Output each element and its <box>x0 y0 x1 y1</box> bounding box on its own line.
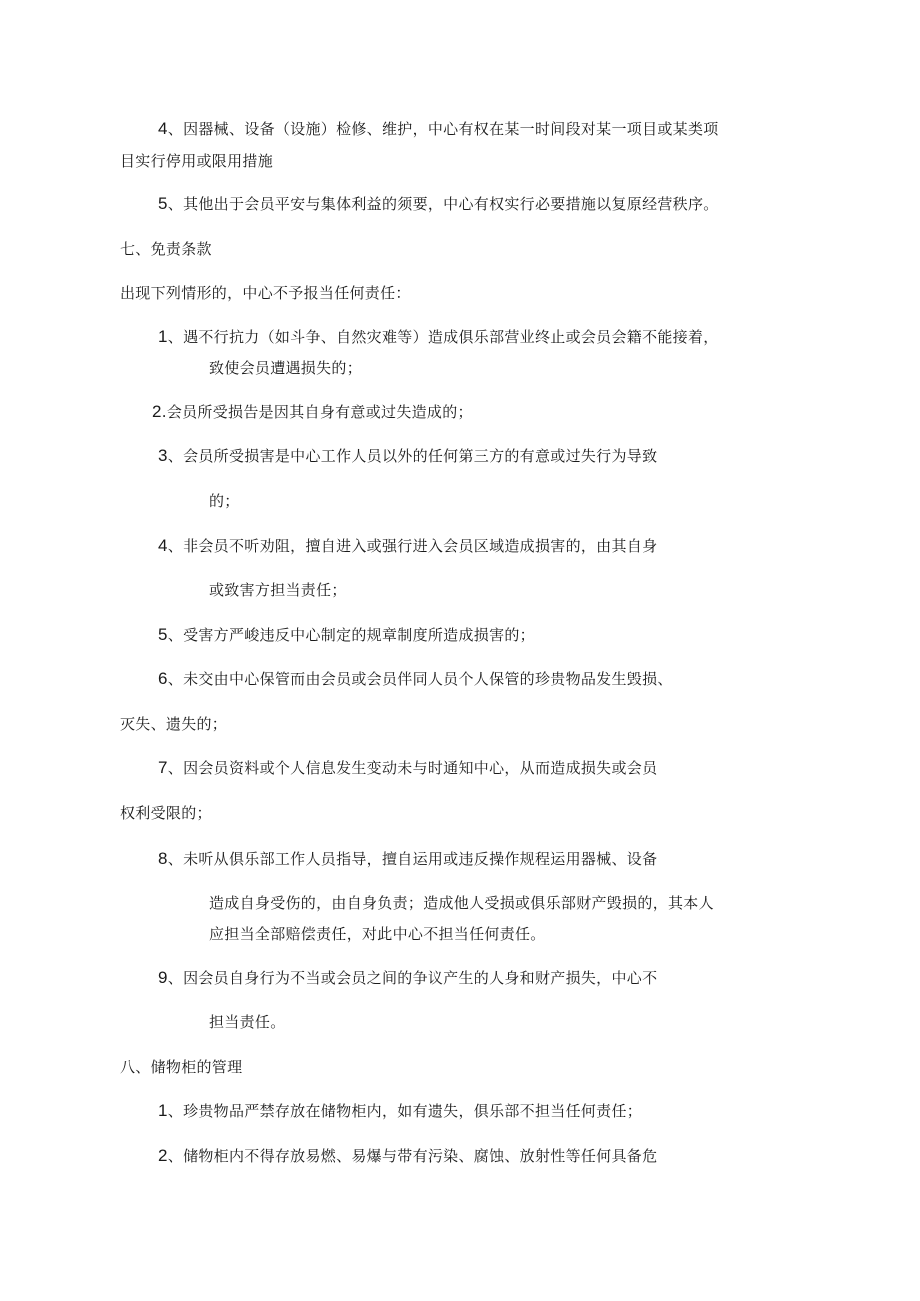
clause-text: 、未交由中心保管而由会员或会员伴同人员个人保管的珍贵物品发生毁损、 <box>167 670 673 688</box>
clause-number: 6 <box>158 669 168 688</box>
clause-text: 、珍贵物品严禁存放在储物柜内，如有遗失，俱乐部不担当任何责任； <box>167 1102 643 1120</box>
clause-number: 1 <box>158 327 168 346</box>
clause-item-4-continuation: 目实行停用或限用措施 <box>120 152 274 170</box>
locker-item-1 <box>158 1101 642 1121</box>
disclaimer-item-2 <box>152 402 473 422</box>
clause-number: 2 <box>152 402 162 421</box>
clause-text: 、储物柜内不得存放易燃、易爆与带有污染、腐蚀、放射性等任何具备危 <box>167 1147 658 1165</box>
disclaimer-item-3-continuation: 的； <box>209 492 240 510</box>
disclaimer-item-7 <box>158 758 657 778</box>
disclaimer-item-1-continuation: 致使会员遭遇损失的； <box>209 359 363 377</box>
disclaimer-item-8-continuation-2: 应担当全部赔偿责任，对此中心不担当任何责任。 <box>209 925 546 943</box>
disclaimer-item-1 <box>158 327 719 347</box>
clause-text: .会员所受损告是因其自身有意或过失造成的； <box>161 403 473 421</box>
clause-text: 、因器械、设备（设施）检修、维护，中心有权在某一时间段对某一项目或某类项 <box>167 120 719 138</box>
clause-item-5 <box>158 194 719 214</box>
disclaimer-item-6-continuation: 灭失、遗失的； <box>120 715 228 733</box>
disclaimer-item-8 <box>158 849 657 869</box>
disclaimer-item-4-continuation: 或致害方担当责任； <box>209 581 347 599</box>
clause-number: 3 <box>158 446 168 465</box>
disclaimer-item-5 <box>158 625 535 645</box>
section-heading-disclaimer: 七、免责条款 <box>120 240 212 258</box>
clause-number: 5 <box>158 194 168 213</box>
clause-text: 、受害方严峻违反中心制定的规章制度所造成损害的； <box>167 626 535 644</box>
section-heading-lockers: 八、储物柜的管理 <box>120 1058 243 1076</box>
clause-number: 4 <box>158 536 168 555</box>
clause-text: 、遇不行抗力（如斗争、自然灾难等）造成俱乐部营业终止或会员会籍不能接着， <box>167 328 719 346</box>
disclaimer-item-6 <box>158 669 673 689</box>
disclaimer-item-9 <box>158 968 657 988</box>
clause-text: 、其他出于会员平安与集体利益的须要，中心有权实行必要措施以复原经营秩序。 <box>167 195 719 213</box>
clause-number: 8 <box>158 849 168 868</box>
clause-text: 、会员所受损害是中心工作人员以外的任何第三方的有意或过失行为导致 <box>167 447 658 465</box>
clause-text: 、因会员自身行为不当或会员之间的争议产生的人身和财产损失，中心不 <box>167 969 658 987</box>
disclaimer-item-7-continuation: 权利受限的； <box>120 804 212 822</box>
clause-text: 、非会员不听劝阻，擅自进入或强行进入会员区域造成损害的，由其自身 <box>167 537 658 555</box>
clause-item-4 <box>158 119 719 139</box>
clause-number: 1 <box>158 1101 168 1120</box>
disclaimer-item-3 <box>158 446 657 466</box>
disclaimer-item-4 <box>158 536 657 556</box>
clause-text: 、因会员资料或个人信息发生变动未与时通知中心，从而造成损失或会员 <box>167 759 658 777</box>
disclaimer-item-9-continuation: 担当责任。 <box>209 1013 286 1031</box>
clause-number: 7 <box>158 758 168 777</box>
clause-number: 5 <box>158 625 168 644</box>
clause-number: 2 <box>158 1146 168 1165</box>
clause-number: 9 <box>158 968 168 987</box>
clause-number: 4 <box>158 119 168 138</box>
locker-item-2 <box>158 1146 657 1166</box>
section-intro: 出现下列情形的，中心不予报当任何责任： <box>120 284 411 302</box>
clause-text: 、未听从俱乐部工作人员指导，擅自运用或违反操作规程运用器械、设备 <box>167 850 658 868</box>
disclaimer-item-8-continuation: 造成自身受伤的，由自身负责；造成他人受损或俱乐部财产毁损的，其本人 <box>209 894 714 912</box>
